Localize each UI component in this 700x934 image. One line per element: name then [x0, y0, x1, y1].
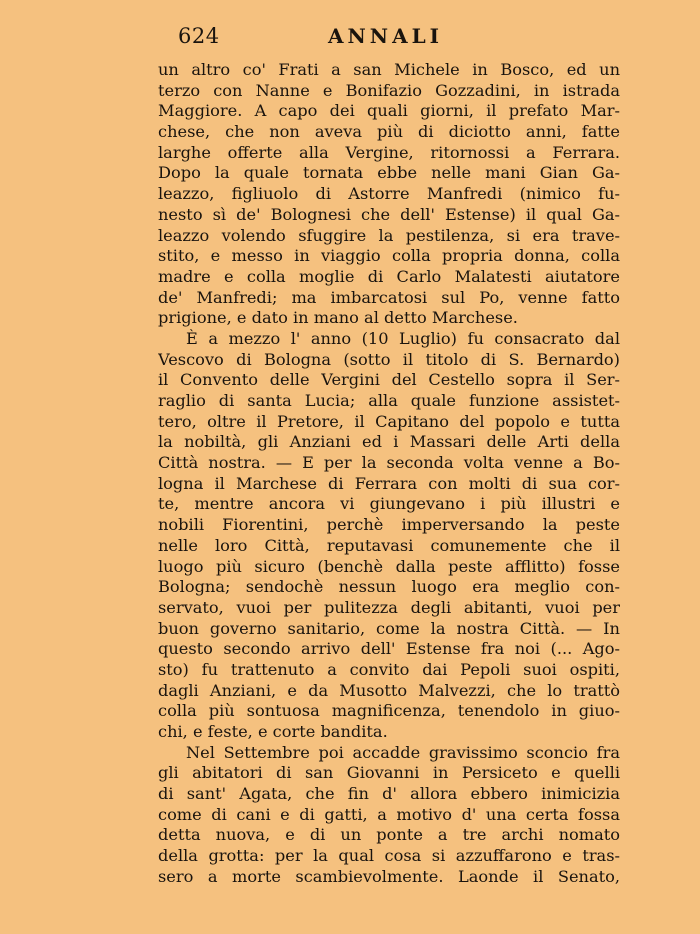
text-line: chi, e feste, e corte bandita.: [158, 722, 388, 741]
text-line: luogo più sicuro (benchè dalla peste afflitto) fosse: [158, 556, 620, 576]
text-line: nesto sì de' Bolognesi che dell' Estense) il qual Ga-: [158, 204, 620, 224]
text-line: gli abitatori di san Giovanni in Persiceto e quelli: [158, 763, 620, 783]
body-text: [158, 60, 620, 888]
text-line: Dopo la quale tornata ebbe nelle mani Gian Ga-: [158, 163, 620, 183]
text-line: leazzo volendo sfuggire la pestilenza, si era trave-: [158, 225, 620, 245]
text-line: stito, e messo in viaggio colla propria donna, colla: [158, 246, 620, 266]
text-line: questo secondo arrivo dell' Estense fra noi (... Ago-: [158, 639, 620, 659]
text-line: il Convento delle Vergini del Cestello sopra il Ser-: [158, 370, 620, 390]
text-line: Città nostra. — E per la seconda volta venne a Bo-: [158, 453, 620, 473]
text-line: leazzo, figliuolo di Astorre Manfredi (nimico fu-: [158, 184, 620, 204]
text-line: di sant' Agata, che fin d' allora ebbero inimicizia: [158, 784, 620, 804]
text-line: terzo con Nanne e Bonifazio Gozzadini, in istrada: [158, 80, 620, 100]
page-header: [178, 24, 630, 52]
text-line: detta nuova, e di un ponte a tre archi nomato: [158, 825, 620, 845]
text-line: raglio di santa Lucia; alla quale funzione assistet-: [158, 391, 620, 410]
page-number: 624: [178, 24, 220, 48]
text-line: Vescovo di Bologna (sotto il titolo di S. Bernardo): [158, 349, 620, 369]
text-line: tero, oltre il Pretore, il Capitano del popolo e tutta: [158, 411, 620, 431]
text-line: servato, vuoi per pulitezza degli abitanti, vuoi per: [158, 597, 620, 617]
text-line: logna il Marchese di Ferrara con molti di sua cor-: [158, 473, 620, 493]
text-line: della grotta: per la qual cosa si azzuffarono e tras-: [158, 846, 620, 866]
text-line: madre e colla moglie di Carlo Malatesti aiutatore: [158, 266, 620, 286]
text-line: colla più sontuosa magnificenza, tenendolo in giuo-: [158, 701, 620, 721]
text-line: Bologna; sendochè nessun luogo era meglio con-: [158, 577, 620, 597]
text-line: chese, che non aveva più di diciotto anni, fatte: [158, 122, 620, 142]
text-line: buon governo sanitario, come la nostra Città. — In: [158, 618, 620, 638]
text-line: È a mezzo l' anno (10 Luglio) fu consacrato dal: [186, 328, 620, 348]
text-line: come di cani e di gatti, a motivo d' una certa fossa: [158, 804, 620, 824]
text-line: prigione, e dato in mano al detto Marchese.: [158, 308, 518, 328]
text-line: nobili Fiorentini, perchè imperversando la peste: [158, 515, 620, 535]
running-head: ANNALI: [328, 24, 444, 48]
text-line: nelle loro Città, reputavasi comunemente che il: [158, 535, 620, 555]
text-line: Maggiore. A capo dei quali giorni, il prefato Mar-: [158, 101, 620, 121]
text-line: sero a morte scambievolmente. Laonde il Senato,: [158, 866, 620, 886]
text-line: Nel Settembre poi accadde gravissimo sconcio fra: [186, 742, 620, 762]
text-line: larghe offerte alla Vergine, ritornossi a Ferrara.: [158, 142, 620, 162]
text-line: dagli Anziani, e da Musotto Malvezzi, che lo trattò: [158, 680, 620, 700]
text-line: de' Manfredi; ma imbarcatosi sul Po, venne fatto: [158, 287, 620, 307]
text-line: te, mentre ancora vi giungevano i più illustri e: [158, 494, 620, 514]
text-line: un altro co' Frati a san Michele in Bosco, ed un: [158, 60, 620, 79]
text-line: sto) fu trattenuto a convito dai Pepoli suoi ospiti,: [158, 659, 620, 679]
text-line: la nobiltà, gli Anziani ed i Massari delle Arti della: [158, 432, 620, 452]
